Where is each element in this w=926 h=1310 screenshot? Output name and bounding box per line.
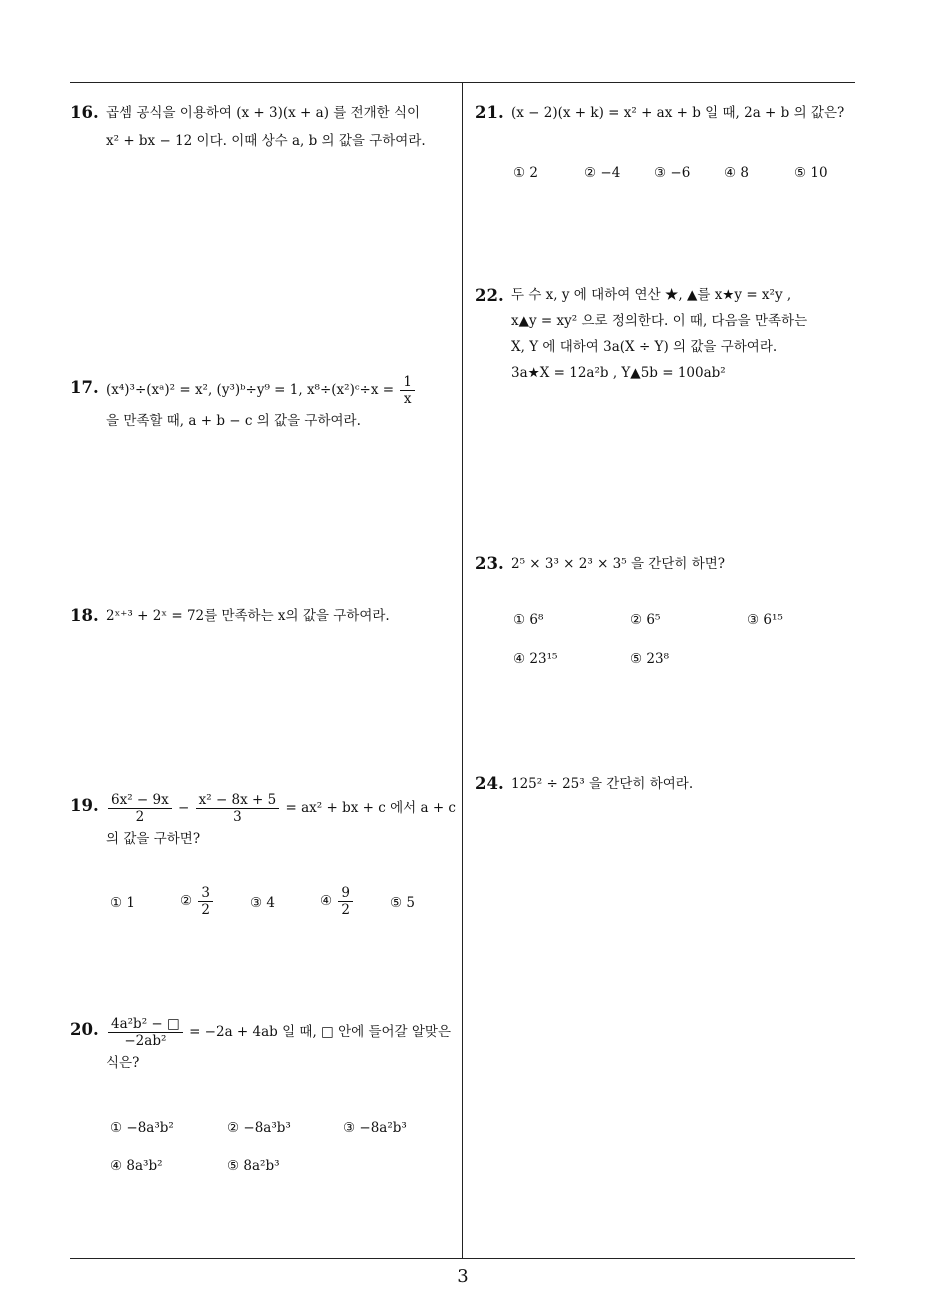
choice-4[interactable]: ④ $\frac{9}{2}$ <box>320 885 355 918</box>
fraction: $\frac{\text{x² − 8x + 5}}{3}$ <box>196 792 280 825</box>
question-19 <box>70 792 462 853</box>
choice-3[interactable]: ③ 4 <box>250 895 275 911</box>
choice-2[interactable]: ② 6⁵ <box>630 612 661 628</box>
question-number: 17. <box>70 378 99 397</box>
question-text: $\frac{\text{4a²b² − □}}{\text{−2ab²}}$ = −2a + 4ab 일 때, □ 안에 들어갈 알맞은 식은? <box>106 1016 451 1071</box>
question-22 <box>475 282 860 386</box>
question-text: (x − 2)(x + k) = x² + ax + b 일 때, 2a + b 의 값은? <box>511 105 845 121</box>
page-number: 3 <box>457 1266 469 1287</box>
choice-1[interactable]: ① −8a³b² <box>110 1120 174 1136</box>
choice-1[interactable]: ① 6⁸ <box>513 612 544 628</box>
fraction: $\frac{3}{2}$ <box>198 885 213 918</box>
choice-3[interactable]: ③ −6 <box>654 165 691 181</box>
column-divider <box>462 83 463 1259</box>
fraction: $\frac{1}{x}$ <box>400 374 415 407</box>
choice-5[interactable]: ⑤ 23⁸ <box>630 651 669 667</box>
question-text: 125² ÷ 25³ 을 간단히 하여라. <box>511 776 694 792</box>
choice-3[interactable]: ③ 6¹⁵ <box>747 612 783 628</box>
question-20 <box>70 1016 462 1077</box>
choice-4[interactable]: ④ 8 <box>724 165 749 181</box>
choice-2[interactable]: ② $\frac{3}{2}$ <box>180 885 215 918</box>
question-number: 22. <box>475 286 504 305</box>
choice-2[interactable]: ② −8a³b³ <box>227 1120 291 1136</box>
question-text: (x⁴)³÷(xᵃ)² = x², (y³)ᵇ÷y⁹ = 1, x⁸÷(x²)ᶜ÷x = $\frac{1}{x}$ 을 만족할 때, a + b − c 의 값을 구하여라. <box>106 374 460 435</box>
question-number: 23. <box>475 554 504 573</box>
choice-5[interactable]: ⑤ 5 <box>390 895 415 911</box>
fraction: $\frac{9}{2}$ <box>338 885 353 918</box>
question-number: 21. <box>475 103 504 122</box>
question-16 <box>70 99 460 155</box>
question-18 <box>70 602 460 630</box>
choice-5[interactable]: ⑤ 10 <box>794 165 828 181</box>
question-number: 16. <box>70 103 99 122</box>
fraction: $\frac{\text{6x² − 9x}}{2}$ <box>108 792 172 825</box>
choice-4[interactable]: ④ 8a³b² <box>110 1158 163 1174</box>
question-text: 2⁵ × 3³ × 2³ × 3⁵ 을 간단히 하면? <box>511 556 726 572</box>
question-21 <box>475 99 860 127</box>
question-number: 24. <box>475 774 504 793</box>
question-text: $\frac{\text{6x² − 9x}}{2}$ − $\frac{\text{x² − 8x + 5}}{3}$ = ax² + bx + c 에서 a + c 의 값을 구하면? <box>106 792 456 847</box>
choice-1[interactable]: ① 1 <box>110 895 135 911</box>
question-text: 곱셈 공식을 이용하여 (x + 3)(x + a) 를 전개한 식이 x² + bx − 12 이다. 이때 상수 a, b 의 값을 구하여라. <box>106 105 426 149</box>
choice-2[interactable]: ② −4 <box>584 165 621 181</box>
question-text: 2ˣ⁺³ + 2ˣ = 72를 만족하는 x의 값을 구하여라. <box>106 608 390 624</box>
fraction: $\frac{\text{4a²b² − □}}{\text{−2ab²}}$ <box>108 1016 183 1049</box>
question-number: 19. <box>70 796 99 815</box>
question-number: 18. <box>70 606 99 625</box>
question-text: 두 수 x, y 에 대하여 연산 ★, ▲를 x★y = x²y , x▲y = xy² 으로 정의한다. 이 때, 다음을 만족하는 X, Y 에 대하여 3a(X ÷ Y) 의 값을 구하여라. 3a★X = 12a²b , Y▲5b = 100ab² <box>511 287 808 381</box>
choice-1[interactable]: ① 2 <box>513 165 538 181</box>
choice-4[interactable]: ④ 23¹⁵ <box>513 651 558 667</box>
question-23 <box>475 550 860 578</box>
choice-5[interactable]: ⑤ 8a²b³ <box>227 1158 280 1174</box>
choice-3[interactable]: ③ −8a²b³ <box>343 1120 407 1136</box>
question-24 <box>475 770 860 798</box>
question-number: 20. <box>70 1020 99 1039</box>
question-17 <box>70 374 460 435</box>
